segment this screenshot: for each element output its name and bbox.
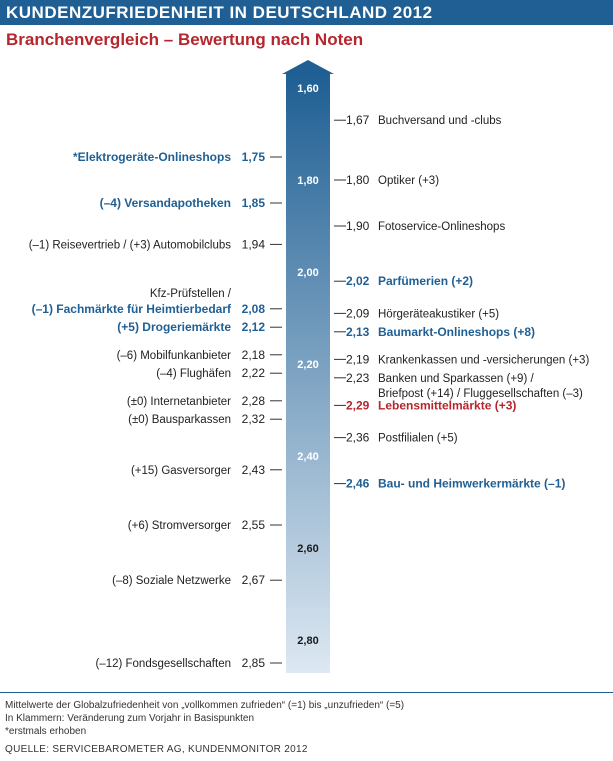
left-category-label: (–4) Versandapotheken xyxy=(99,196,231,210)
right-category-label: Lebensmittelmärkte (+3) xyxy=(378,398,517,413)
left-category-label: (+5) Drogeriemärkte xyxy=(117,320,231,335)
right-value-label: 1,80 xyxy=(346,173,370,187)
left-category-label-line1: Kfz-Prüfstellen / xyxy=(149,287,231,300)
axis-tick-label: 2,40 xyxy=(297,451,319,463)
left-value-label: 2,43 xyxy=(241,462,265,477)
right-value-label: 1,67 xyxy=(346,113,370,128)
axis-tick-label: 2,60 xyxy=(297,543,319,555)
left-value-label: 2,28 xyxy=(241,393,265,408)
footer-rule xyxy=(0,692,613,693)
footer-note-asterisk: *erstmals erhoben xyxy=(5,726,87,737)
right-category-label: Hörgeräteakustiker (+5) xyxy=(378,308,500,321)
left-value-label: 1,75 xyxy=(241,150,265,164)
right-value-label: 2,13 xyxy=(346,324,370,339)
right-category-label: Buchversand und -clubs xyxy=(378,115,502,128)
axis-tick-label: 1,60 xyxy=(297,83,319,95)
chart-subtitle: Branchenvergleich – Bewertung nach Noten xyxy=(6,30,364,49)
left-value-label: 2,22 xyxy=(241,366,265,381)
right-category-label: Postfilialen (+5) xyxy=(378,432,458,445)
right-value-label: 2,02 xyxy=(346,274,370,289)
right-value-label: 2,29 xyxy=(346,398,370,413)
footer-source: QUELLE: SERVICEBAROMETER AG, KUNDENMONITOR 2012 xyxy=(5,744,308,755)
left-category-label: (–4) Flughäfen xyxy=(156,368,231,381)
left-value-label: 2,32 xyxy=(241,412,265,427)
chart-title: KUNDENZUFRIEDENHEIT IN DEUTSCHLAND 2012 xyxy=(6,3,433,22)
left-value-label: 1,85 xyxy=(241,196,265,210)
left-value-label: 2,08 xyxy=(241,301,265,316)
right-value-label: 1,90 xyxy=(346,219,370,233)
left-value-label: 2,12 xyxy=(241,320,265,335)
left-category-label: (–8) Soziale Netzwerke xyxy=(112,575,231,588)
right-value-label: 2,23 xyxy=(346,370,370,385)
right-value-label: 2,09 xyxy=(346,306,370,321)
axis-tick-label: 1,80 xyxy=(297,175,319,187)
left-category-label: (–12) Fondsgesellschaften xyxy=(95,658,231,670)
left-value-label: 2,18 xyxy=(241,347,265,362)
right-category-label: Krankenkassen und -versicherungen (+3) xyxy=(378,354,590,367)
axis-bar xyxy=(286,74,330,673)
right-category-label: Bau- und Heimwerkermärkte (–1) xyxy=(378,476,566,491)
right-value-label: 2,36 xyxy=(346,430,370,445)
left-category-label: (±0) Internetanbieter xyxy=(126,395,231,408)
right-category-label: Parfümerien (+2) xyxy=(378,274,474,289)
right-value-label: 2,19 xyxy=(346,352,370,367)
left-value-label: 2,55 xyxy=(241,518,265,532)
footer-note-scale: Mittelwerte der Globalzufriedenheit von „vollkommen zufrieden“ (=1) bis „unzufrieden“ (=5) xyxy=(5,700,405,711)
left-category-label: (–1) Reisevertrieb / (+3) Automobilclubs xyxy=(28,239,231,252)
left-value-label: 2,67 xyxy=(241,573,265,588)
right-value-label: 2,46 xyxy=(346,476,370,491)
left-category-label: (–6) Mobilfunkanbieter xyxy=(116,349,231,362)
left-value-label: 2,85 xyxy=(241,656,265,670)
axis-arrowhead xyxy=(282,60,334,74)
axis-tick-label: 2,00 xyxy=(297,267,319,279)
axis-tick-label: 2,20 xyxy=(297,359,319,371)
right-category-label: Fotoservice-Onlineshops xyxy=(378,221,506,233)
footer-note-brackets: In Klammern: Veränderung zum Vorjahr in Basispunkten xyxy=(5,713,255,724)
axis-tick-label: 2,80 xyxy=(297,635,319,647)
left-category-label: (+6) Stromversorger xyxy=(127,520,231,532)
right-category-label: Banken und Sparkassen (+9) / xyxy=(378,372,534,385)
left-category-label: (–1) Fachmärkte für Heimtierbedarf xyxy=(31,301,231,316)
right-category-label-line2: Briefpost (+14) / Fluggesellschaften (–3) xyxy=(378,387,583,400)
left-category-label: (+15) Gasversorger xyxy=(130,464,231,477)
left-category-label: *Elektrogeräte-Onlineshops xyxy=(72,150,231,164)
left-value-label: 1,94 xyxy=(241,237,265,252)
right-category-label: Optiker (+3) xyxy=(378,175,440,187)
left-category-label: (±0) Bausparkassen xyxy=(128,414,231,427)
right-category-label: Baumarkt-Onlineshops (+8) xyxy=(378,324,536,339)
